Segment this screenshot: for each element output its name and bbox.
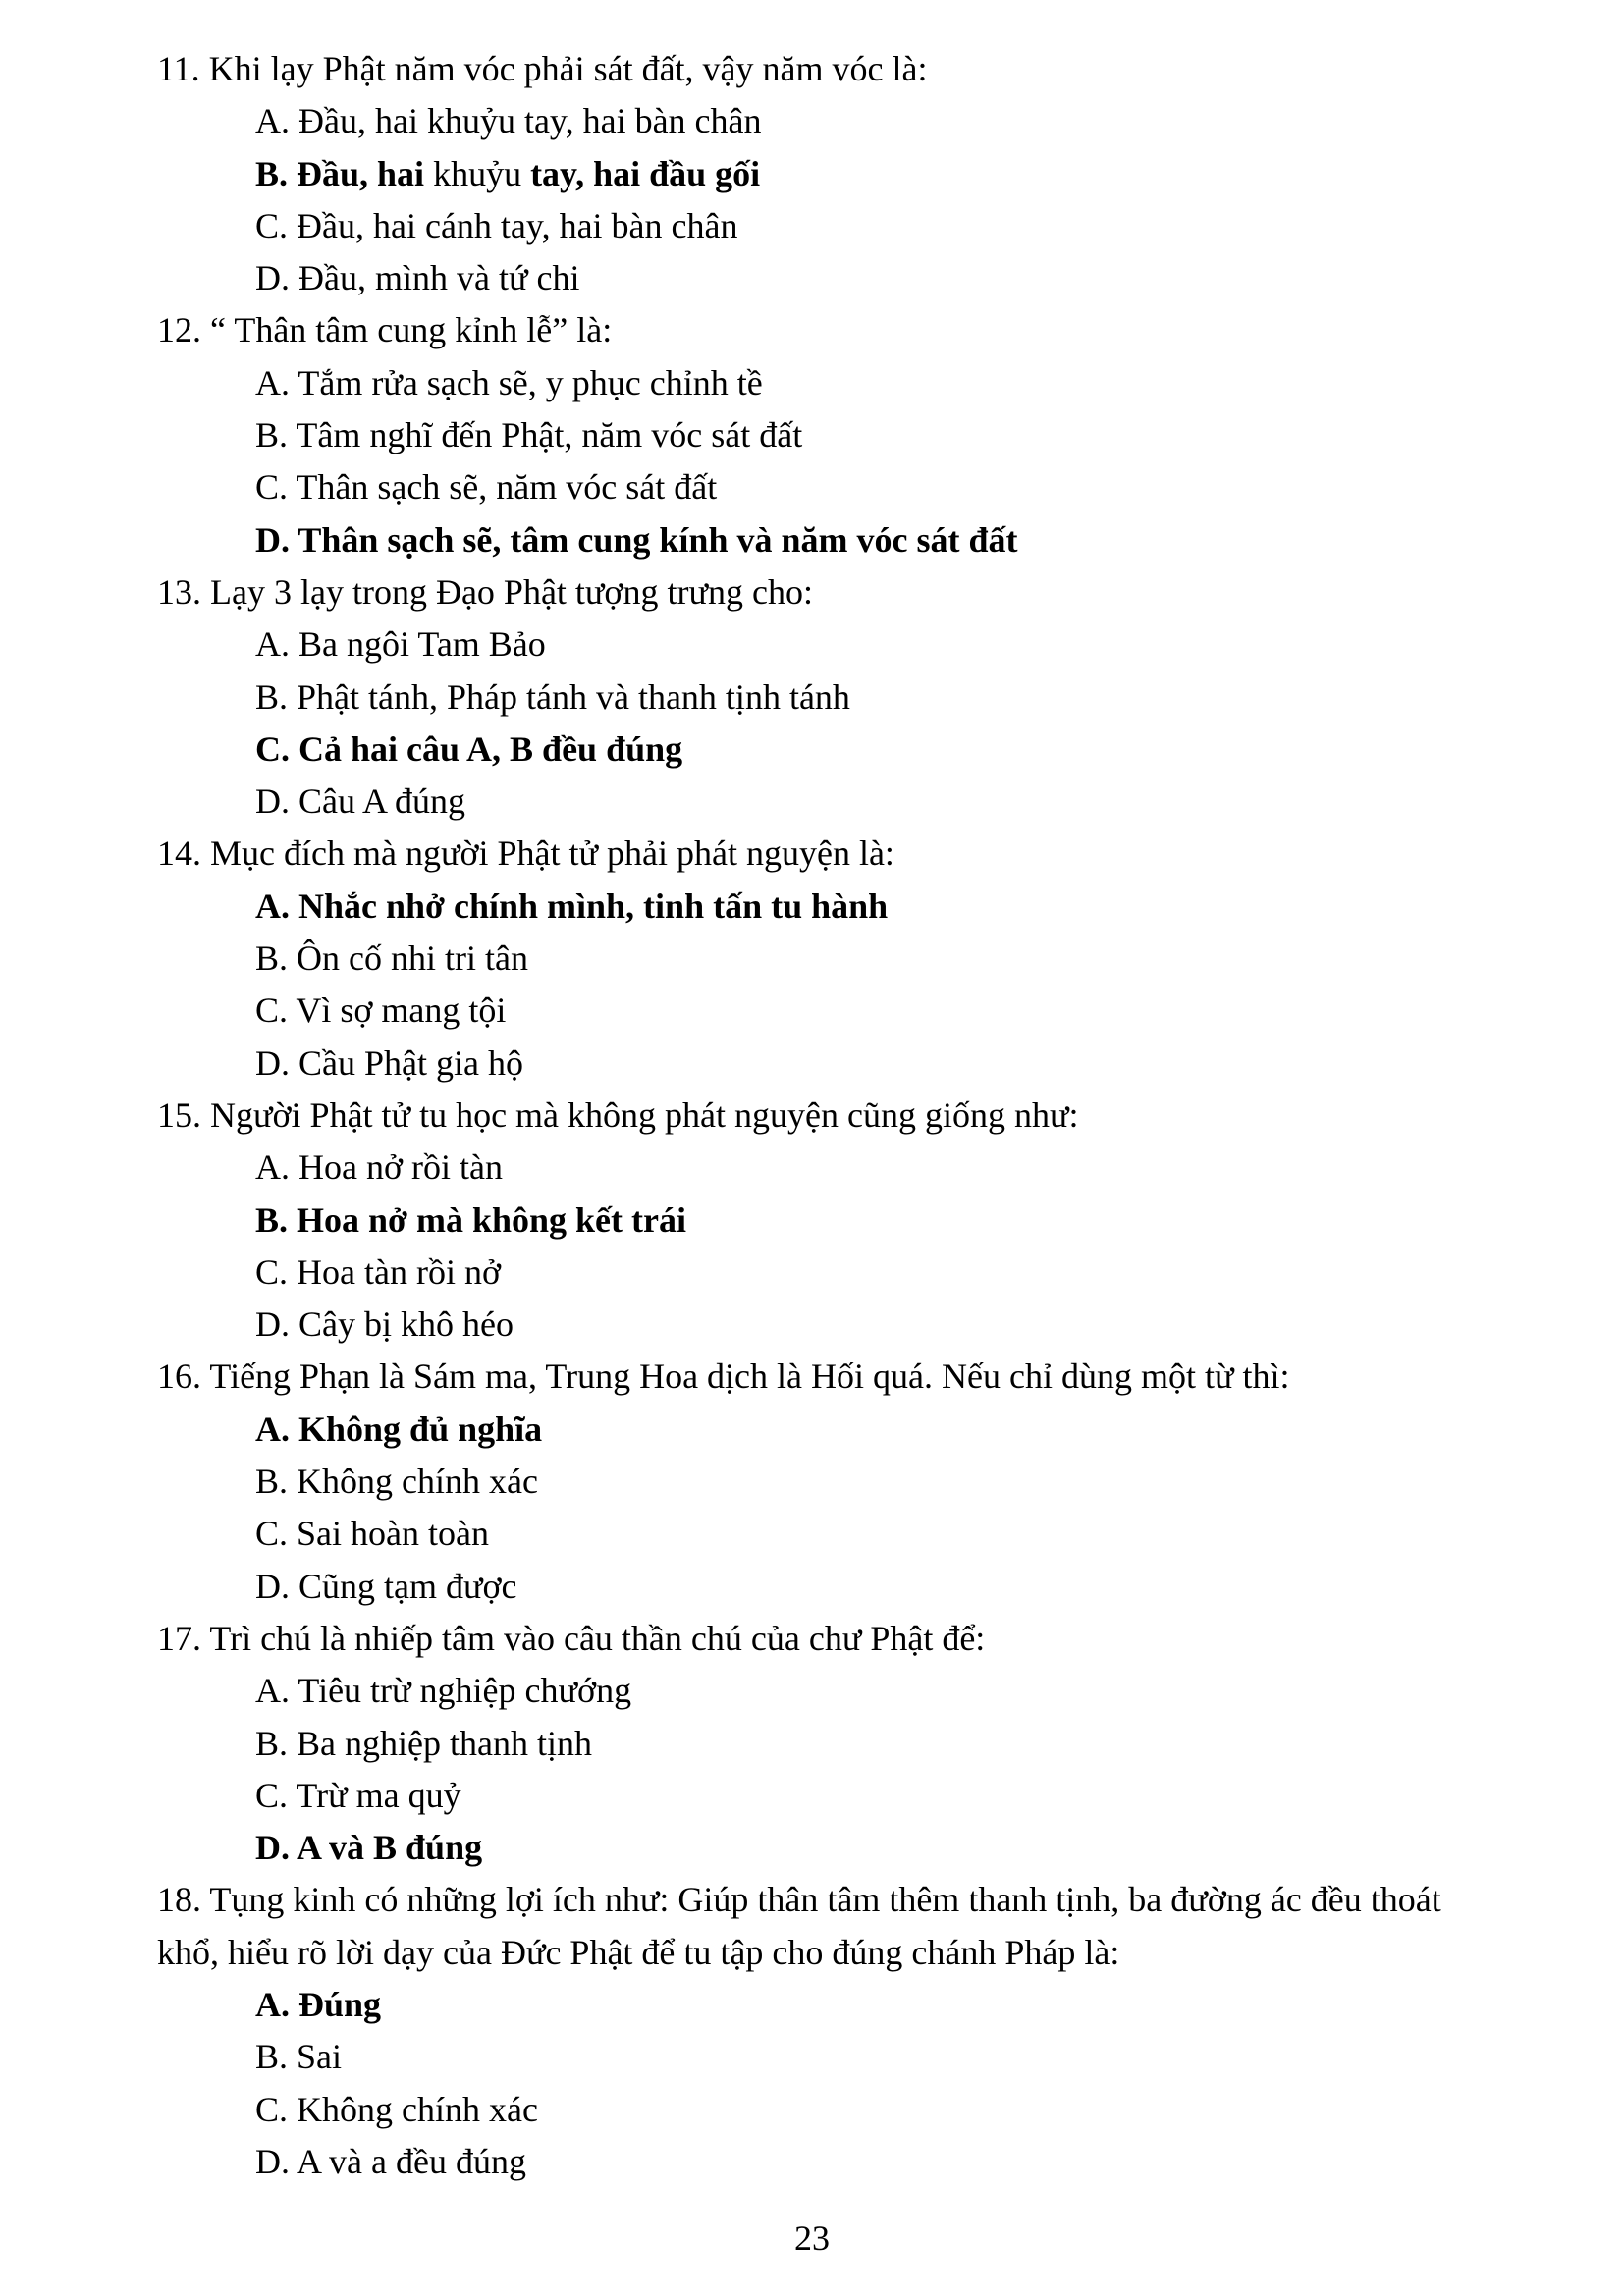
option-b: B. Phật tánh, Pháp tánh và thanh tịnh tánh [255, 676, 850, 717]
option-c-correct: C. Cả hai câu A, B đều đúng [255, 728, 683, 769]
option-a-correct: A. Không đủ nghĩa [255, 1409, 543, 1449]
option-d: D. Câu A đúng [255, 781, 466, 822]
option-b: B. Không chính xác [255, 1462, 538, 1502]
question-text: 18. Tụng kinh có những lợi ích như: Giúp thân tâm thêm thanh tịnh, ba đường ác đều thoát khổ, hiểu rõ lời dạy của Đức Phật để tu tập cho đúng chánh Pháp là: [157, 1880, 1441, 1972]
option-b: B. Tâm nghĩ đến Phật, năm vóc sát đất [255, 415, 803, 455]
option-c: C. Đầu, hai cánh tay, hai bàn chân [255, 205, 738, 245]
option-d: D. Đầu, mình và tứ chi [255, 258, 580, 298]
question-13 [157, 566, 1492, 828]
option-c: C. Không chính xác [255, 2089, 538, 2129]
option-a-correct: A. Nhắc nhở chính mình, tinh tấn tu hành [255, 885, 889, 926]
question-18 [157, 1874, 1492, 2188]
option-c: C. Trừ ma quỷ [255, 1775, 461, 1815]
option-b-part-1: B. Đầu, hai [255, 153, 434, 193]
option-c: C. Vì sợ mang tội [255, 990, 507, 1031]
option-a: A. Đầu, hai khuỷu tay, hai bàn chân [255, 101, 762, 141]
document-page [157, 43, 1492, 2188]
question-text: 16. Tiếng Phạn là Sám ma, Trung Hoa dịch là Hối quá. Nếu chỉ dùng một từ thì: [157, 1357, 1290, 1397]
option-a: A. Hoa nở rồi tàn [255, 1148, 503, 1188]
question-15 [157, 1090, 1492, 1351]
option-c: C. Sai hoàn toàn [255, 1514, 489, 1554]
option-d: D. Cũng tạm được [255, 1566, 517, 1606]
question-text: 12. “ Thân tâm cung kỉnh lễ” là: [157, 310, 613, 350]
option-c: C. Thân sạch sẽ, năm vóc sát đất [255, 467, 718, 507]
question-text: 14. Mục đích mà người Phật tử phải phát nguyện là: [157, 833, 894, 874]
option-d-correct: D. A và B đúng [255, 1828, 483, 1868]
option-b-part-3: tay, hai đầu gối [521, 153, 761, 193]
option-d: D. Cầu Phật gia hộ [255, 1042, 523, 1083]
option-d-correct: D. Thân sạch sẽ, tâm cung kính và năm vóc sát đất [255, 519, 1018, 560]
option-a-correct: A. Đúng [255, 1984, 382, 2024]
option-d: D. A và a đều đúng [255, 2141, 526, 2181]
option-a: A. Tắm rửa sạch sẽ, y phục chỉnh tề [255, 362, 763, 402]
question-17 [157, 1613, 1492, 1874]
question-16 [157, 1351, 1492, 1612]
option-b-correct: B. Hoa nở mà không kết trái [255, 1200, 686, 1240]
page-number: 23 [794, 2218, 830, 2258]
option-a: A. Ba ngôi Tam Bảo [255, 624, 546, 665]
option-d: D. Cây bị khô héo [255, 1305, 514, 1345]
question-text: 11. Khi lạy Phật năm vóc phải sát đất, vậy năm vóc là: [157, 49, 928, 88]
question-12 [157, 304, 1492, 565]
option-b-part-2: khuỷu [433, 153, 522, 193]
question-text: 17. Trì chú là nhiếp tâm vào câu thần chú của chư Phật để: [157, 1618, 986, 1658]
option-c: C. Hoa tàn rồi nở [255, 1252, 501, 1292]
option-a: A. Tiêu trừ nghiệp chướng [255, 1671, 632, 1711]
option-b: B. Sai [255, 2037, 343, 2077]
question-text: 13. Lạy 3 lạy trong Đạo Phật tượng trưng cho: [157, 571, 813, 612]
question-14 [157, 828, 1492, 1089]
question-11 [157, 43, 1492, 304]
option-b: B. Ôn cố nhi tri tân [255, 938, 528, 979]
question-text: 15. Người Phật tử tu học mà không phát nguyện cũng giống như: [157, 1095, 1079, 1135]
option-b: B. Ba nghiệp thanh tịnh [255, 1723, 592, 1763]
option-b-correct [157, 148, 1492, 200]
